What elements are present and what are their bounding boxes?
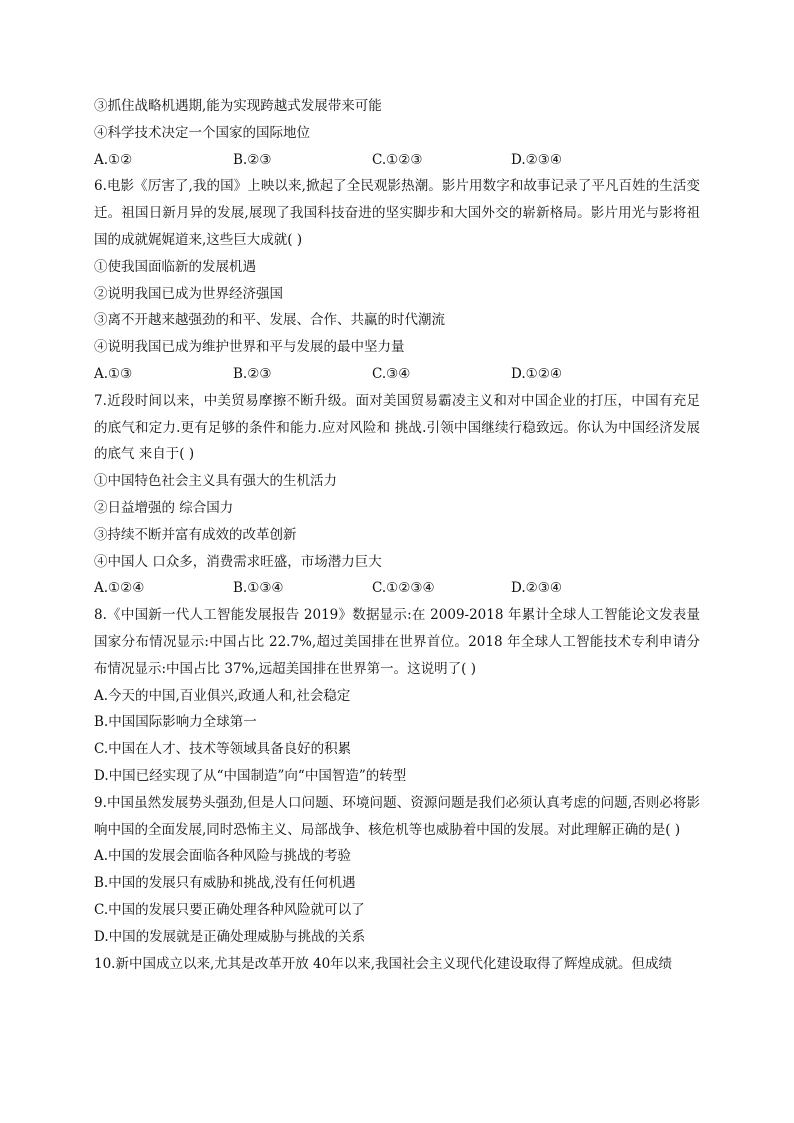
q9-option-a: A.中国的发展会面临各种风险与挑战的考验: [94, 848, 352, 865]
q5-option-c: C.①②③: [372, 151, 423, 168]
q6-item-4: ④说明我国已成为维护世界和平与发展的最中坚力量: [94, 339, 405, 356]
q7-item-4: ④中国人 口众多，消费需求旺盛，市场潜力巨大: [94, 553, 382, 570]
question-9: [94, 790, 700, 951]
q7-option-b: B.①③④: [233, 580, 284, 597]
q6-stem: 6.电影《厉害了,我的国》上映以来,掀起了全民观影热潮。影片用数字和故事记录了平凡百姓的生活变迁。祖国日新月异的发展,展现了我国科技奋进的坚实脚步和大国外交的崭新格局。影片用光与影将祖国的成就娓娓道来,这些巨大成就( ): [94, 178, 700, 248]
q6-option-d: D.①②④: [511, 365, 562, 382]
exam-page: [94, 93, 700, 977]
q7-stem: 7.近段时间以来，中美贸易摩擦不断升级。面对美国贸易霸凌主义和对中国企业的打压，中国有充足的底气和定力.更有足够的条件和能力.应对风险和 挑战.引领中国继续行稳致远。你认为中国经济发展的底气 来自于( ): [94, 392, 700, 463]
q9-option-c: C.中国的发展只要正确处理各种风险就可以了: [94, 901, 365, 918]
question-8: [94, 602, 700, 790]
q5-item-4: ④科学技术决定一个国家的国际地位: [94, 124, 310, 141]
q7-item-3: ③持续不断并富有成效的改革创新: [94, 526, 297, 543]
q7-option-c: C.①②③④: [372, 580, 435, 597]
question-5: [94, 93, 700, 173]
q7-item-1: ①中国特色社会主义具有强大的生机活力: [94, 473, 337, 490]
q5-option-d: D.②③④: [511, 151, 562, 168]
q6-item-2: ②说明我国已成为世界经济强国: [94, 285, 283, 302]
q5-option-a: A.①②: [94, 151, 133, 168]
q8-option-a: A.今天的中国,百业俱兴,政通人和,社会稳定: [94, 687, 351, 704]
q5-item-3: ③抓住战略机遇期,能为实现跨越式发展带来可能: [94, 98, 382, 114]
question-6: [94, 173, 700, 387]
q10-stem: 10.新中国成立以来,尤其是改革开放 40年以来,我国社会主义现代化建设取得了辉煌成就。但成绩: [94, 955, 673, 972]
q7-option-a: A.①②④: [94, 580, 145, 597]
q6-item-3: ③离不开越来越强劲的和平、发展、合作、共赢的时代潮流: [94, 312, 445, 329]
question-7: [94, 388, 700, 602]
q8-option-d: D.中国已经实现了从“中国制造”向“中国智造”的转型: [94, 767, 407, 784]
q6-options: [94, 361, 700, 388]
q7-option-d: D.②③④: [511, 580, 562, 597]
q8-option-c: C.中国在人才、技术等领域具备良好的积累: [94, 741, 352, 758]
q9-option-b: B.中国的发展只有威胁和挑战,没有任何机遇: [94, 875, 356, 892]
q6-option-b: B.②③: [233, 365, 272, 382]
q5-option-b: B.②③: [233, 151, 272, 168]
q8-stem: 8.《中国新一代人工智能发展报告 2019》数据显示:在 2009-2018 年累计全球人工智能论文发表量国家分布情况显示:中国占比 22.7%,超过美国排在世界首位。2018 年全球人工智能技术专利申请分布情况显示:中国占比 37%,远超美国排在世界第一。这说明了( ): [94, 607, 700, 677]
q9-stem: 9.中国虽然发展势头强劲,但是人口问题、环境问题、资源问题是我们必须认真考虑的问题,否则必将影响中国的全面发展,同时恐怖主义、局部战争、核危机等也威胁着中国的发展。对此理解正确的是( ): [94, 794, 700, 838]
question-10: [94, 951, 700, 978]
q5-options: [94, 147, 700, 174]
q9-option-d: D.中国的发展就是正确处理威胁与挑战的关系: [94, 928, 366, 945]
q7-options: [94, 575, 700, 602]
q6-option-a: A.①③: [94, 365, 133, 382]
q7-item-2: ②日益增强的 综合国力: [94, 499, 234, 516]
q6-option-c: C.③④: [372, 365, 411, 382]
q8-option-b: B.中国国际影响力全球第一: [94, 714, 257, 731]
q6-item-1: ①使我国面临新的发展机遇: [94, 258, 256, 275]
